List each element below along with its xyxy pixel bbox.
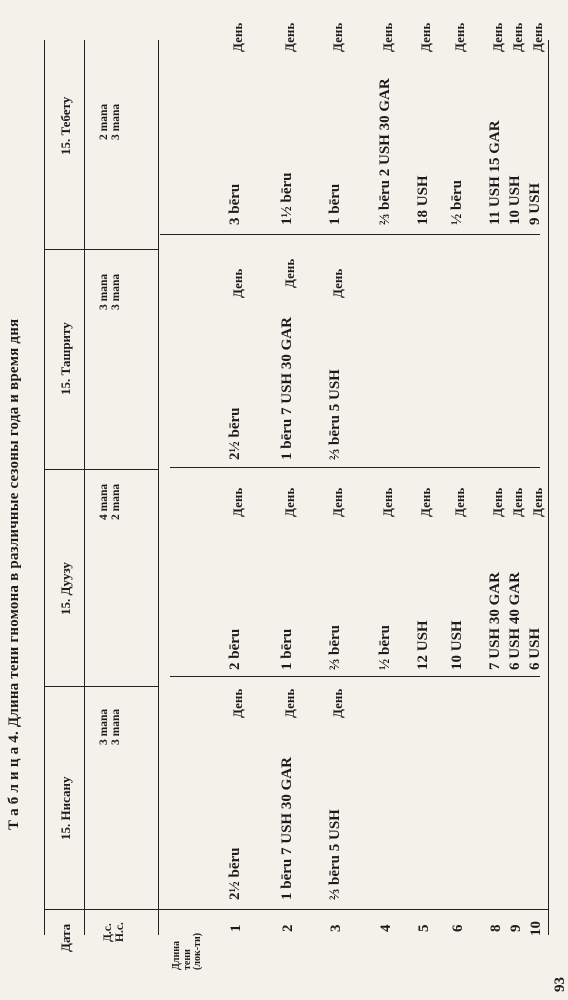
cell-3-2: 1 bēru 7 USH 30 GAR (279, 317, 295, 460)
row-number-10: 10 (528, 921, 544, 936)
cell-2-3: ⅔ bēru (327, 625, 343, 670)
day-2-4: День (380, 487, 395, 517)
day-2-6: День (452, 487, 467, 517)
rule-dn (158, 40, 159, 935)
mana-3: 3 mana 3 mana (98, 273, 123, 310)
day-2-1: День (230, 487, 245, 517)
cell-4-10: 9 USH (527, 182, 543, 225)
length-label: Длина тени (лок-ти) (171, 932, 203, 970)
day-2-5: День (418, 487, 433, 517)
day-3-3: День (330, 268, 345, 298)
day-4-5: День (418, 22, 433, 52)
day-2-3: День (330, 487, 345, 517)
cell-1-3: ⅔ bēru 5 USH (327, 809, 343, 900)
rule-bottom (548, 40, 549, 935)
mana-1: 3 mana 3 mana (98, 708, 123, 745)
day-4-1: День (230, 22, 245, 52)
row-number-3: 3 (328, 924, 344, 932)
cell-4-9: 10 USH (507, 175, 523, 225)
cell-2-9: 6 USH 40 GAR (507, 572, 523, 670)
day-4-10: День (530, 22, 545, 52)
cell-4-1: 3 bēru (227, 183, 243, 225)
row-number-5: 5 (416, 924, 432, 932)
day-4-3: День (330, 22, 345, 52)
page-number: 93 (552, 977, 568, 992)
cell-2-5: 12 USH (415, 620, 431, 670)
month-header-2: 15. Дуузу (58, 562, 73, 615)
cell-1-1: 2½ bēru (227, 847, 243, 900)
cell-2-2: 1 bēru (279, 628, 295, 670)
day-2-8: День (490, 487, 505, 517)
table-caption: Т а б л и ц а 4. Длина тени гномона в различные сезоны года и время дня (6, 318, 22, 830)
col-divider-1-header (44, 686, 158, 687)
col-divider-3-header (44, 249, 158, 250)
col-divider-1 (170, 676, 540, 677)
row-number-4: 4 (378, 924, 394, 932)
day-1-1: День (230, 688, 245, 718)
cell-2-8: 7 USH 30 GAR (487, 572, 503, 670)
day-4-6: День (452, 22, 467, 52)
day-2-9: День (510, 487, 525, 517)
dn-label-text: Д.с. Н.с. (102, 922, 127, 942)
cell-3-1: 2½ bēru (227, 407, 243, 460)
row-number-8: 8 (488, 924, 504, 932)
cell-2-1: 2 bēru (227, 628, 243, 670)
date-label: Дата (58, 923, 73, 952)
day-1-2: День (282, 688, 297, 718)
cell-4-8: 11 USH 15 GAR (487, 120, 503, 225)
mana-2: 4 mana 2 mana (98, 483, 123, 520)
cell-2-4: ½ bēru (377, 625, 393, 670)
cell-4-6: ½ bēru (449, 180, 465, 225)
row-number-9: 9 (508, 924, 524, 932)
day-1-3: День (330, 688, 345, 718)
col-divider-3 (160, 234, 540, 235)
row-number-1: 1 (228, 924, 244, 932)
row-number-2: 2 (280, 924, 296, 932)
day-2-10: День (530, 487, 545, 517)
col-divider-2 (170, 467, 540, 468)
day-4-9: День (510, 22, 525, 52)
rule-top (44, 40, 45, 935)
day-4-4: День (380, 22, 395, 52)
rule-header (84, 40, 85, 935)
mana-4: 2 mana 3 mana (98, 103, 123, 140)
cell-4-2: 1½ bēru (279, 172, 295, 225)
day-3-2: День (282, 258, 297, 288)
cell-2-10: 6 USH (527, 627, 543, 670)
day-4-2: День (282, 22, 297, 52)
day-4-8: День (490, 22, 505, 52)
cell-4-3: 1 bēru (327, 183, 343, 225)
row-number-6: 6 (450, 924, 466, 932)
cell-4-5: 18 USH (415, 175, 431, 225)
month-header-4: 15. Тебету (58, 96, 73, 155)
month-header-3: 15. Ташриту (58, 322, 73, 395)
month-header-1: 15. Нисану (58, 776, 73, 840)
cell-2-6: 10 USH (449, 620, 465, 670)
day-2-2: День (282, 487, 297, 517)
day-3-1: День (230, 268, 245, 298)
cell-1-2: 1 bēru 7 USH 30 GAR (279, 757, 295, 900)
cell-4-4: ⅔ bēru 2 USH 30 GAR (377, 78, 393, 225)
cell-3-3: ⅔ bēru 5 USH (327, 369, 343, 460)
